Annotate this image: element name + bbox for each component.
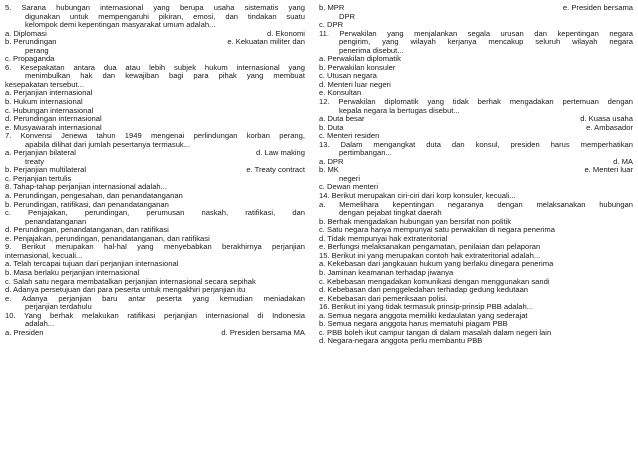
- option-text: e. Kekuatan militer dan: [227, 37, 305, 47]
- text-line: d. Menteri luar negeri: [319, 80, 391, 89]
- option-text: a. Perjanjian bilateral: [5, 148, 76, 158]
- text-line: [5, 149, 305, 158]
- text-line: penerima disebut...: [339, 46, 404, 55]
- text-line: menimbulkan hak dan kewajiban bagi para pihak yang membuat: [25, 72, 305, 81]
- option-text: a. DPR: [319, 156, 344, 166]
- text-line: c. Utusan negara: [319, 72, 377, 81]
- text-line: b. Jaminan keamanan terhadap jiwanya: [319, 268, 454, 277]
- text-line: e. Penjajakan, perundingan, penandatanganan, dan ratifikasi: [5, 234, 210, 243]
- text-line: kepala negara la bertugas disebut...: [339, 106, 460, 115]
- text-line: dengan pejabat tingkat daerah: [339, 209, 442, 218]
- text-line: 8. Tahap-tahap perjanjian internasional adalah...: [5, 183, 167, 192]
- text-line: e. Adanya perjanjian baru antar peserta yang kemudian meniadakan: [5, 294, 305, 303]
- text-line: [5, 329, 305, 338]
- text-line: 10. Yang berhak melakukan ratifikasi perjanjian internasional di Indonesia: [5, 311, 305, 320]
- text-line: c. Perjanjian tertulis: [5, 174, 72, 183]
- option-text: a. Duta besar: [319, 114, 365, 124]
- text-line: a. Memelihara kepentingan negaranya dengan melaksanakan hubungan: [319, 200, 633, 209]
- option-text: a. Presiden: [5, 327, 44, 337]
- text-line: [5, 38, 305, 47]
- text-line: c. Salah satu negara membatalkan perjanjian internasional secara sepihak: [5, 277, 256, 286]
- text-line: c. Propaganda: [5, 55, 55, 64]
- option-text: e. Presiden bersama: [562, 3, 633, 12]
- text-line: e. Konsultan: [319, 89, 362, 98]
- text-line: c. Menteri residen: [319, 132, 380, 141]
- text-line: d. Perundingan internasional: [5, 115, 102, 124]
- text-line: 12. Perwakilan diplomatik yang tidak berhak mengadakan pertemuan dengan: [319, 98, 633, 107]
- text-line: b. Perwakilan konsuler: [319, 63, 396, 72]
- text-line: 14. Berikut merupakan ciri-ciri dari korp konsuler, kecuali...: [319, 192, 516, 201]
- text-line: a. Telah tercapai tujuan dari perjanjian internasional: [5, 260, 179, 269]
- text-line: c. DPR: [319, 21, 344, 30]
- option-text: e. Menteri luar: [584, 165, 633, 175]
- text-line: d. Kebebasan dari penggeledahan terhadap gedung kedutaan: [319, 286, 529, 295]
- option-text: e. Ambasador: [586, 122, 633, 132]
- text-line: a. Kekebasan dari jangkauan hukum yang berlaku dinegara penerima: [319, 260, 554, 269]
- text-line: [319, 4, 633, 13]
- option-text: d. Law making: [256, 148, 305, 158]
- text-line: c. Dewan menteri: [319, 183, 379, 192]
- text-line: e. Musyawarah internasional: [5, 123, 102, 132]
- text-line: [5, 166, 305, 175]
- text-line: perjanjian terdahulu: [25, 303, 92, 312]
- text-line: adalah...: [25, 320, 55, 329]
- option-text: d. Ekonomi: [267, 28, 305, 38]
- text-line: a. Perjanjian internasional: [5, 89, 93, 98]
- text-line: e. Berfungsi melaksanakan pengamatan, penilaian dan pelaporan: [319, 243, 541, 252]
- option-text: b. MK: [319, 165, 339, 175]
- text-line: digunakan untuk mempengaruhi pikiran, emosi, dan tindakan suatu: [25, 12, 305, 21]
- text-line: d. Tidak mempunyai hak extrateritorial: [319, 234, 448, 243]
- text-line: b. Berhak mengadakan hubungan yan bersifat non politik: [319, 217, 512, 226]
- option-text: b. Perundingan: [5, 37, 57, 47]
- option-text: a. Diplomasi: [5, 28, 47, 38]
- text-line: 15. Berikut ini yang merupakan contoh hak extrateritorial adalah...: [319, 251, 541, 260]
- text-line: b. Perundingan, ratifikasi, dan penandatanganan: [5, 200, 169, 209]
- text-line: b. Masa berlaku perjanjian internasional: [5, 268, 140, 277]
- text-line: c. PBB boleh ikut campur tangan di dalam masalah dalam negeri lain: [319, 328, 552, 337]
- right-column: [319, 4, 633, 346]
- text-line: a. Semua negara anggota memiliki kedaulatan yang sederajat: [319, 311, 528, 320]
- option-text: d. MA: [613, 156, 633, 166]
- text-line: d. Adanya persetujuan dari para peserta untuk mengakhiri perjanjian itu: [5, 286, 246, 295]
- text-line: c. Satu negara hanya mempunyai satu perwakilan di negara penerima: [319, 226, 555, 235]
- text-line: 9. Berikut merupakan hal-hal yang menyebabkan berakhirnya perjanjian: [5, 243, 305, 252]
- text-line: c. Kebebasan mengadakan komunikasi dengan menggunakan sandi: [319, 277, 550, 286]
- text-line: 11. Perwakilan yang menjalankan segala urusan dan kepentingan negara: [319, 29, 633, 38]
- text-line: kelompok demi kepentingan masyarakat umum adalah...: [25, 21, 216, 30]
- text-line: 5. Sarana hubungan internasional yang berupa usaha sistematis yang: [5, 4, 305, 12]
- text-line: negeri: [339, 174, 361, 183]
- option-text: b. Duta: [319, 122, 344, 132]
- text-line: pengirim, yang wilayah kerjanya mencakup seluruh wilayah negara: [339, 38, 633, 47]
- text-line: DPR: [339, 12, 356, 21]
- text-line: perang: [25, 46, 49, 55]
- option-text: d. Presiden bersama MA: [221, 327, 305, 337]
- text-line: treaty: [25, 157, 44, 166]
- text-line: [319, 124, 633, 133]
- option-text: d. Kuasa usaha: [580, 114, 633, 124]
- text-line: a. Perwakilan diplomatik: [319, 55, 401, 64]
- text-line: internasional, kecuali...: [5, 251, 83, 260]
- text-line: a. Perundingan, pengesahan, dan penandatanganan: [5, 192, 183, 201]
- text-line: kesepakatan tersebut...: [5, 80, 84, 89]
- left-column: [5, 4, 305, 337]
- text-line: 7. Konvensi Jenewa tahun 1949 mengenai perlindungan korban perang,: [5, 132, 305, 141]
- text-line: apabila dilihat dari jumlah pesertanya termasuk...: [25, 140, 191, 149]
- option-text: b. Perjanjian multilateral: [5, 165, 87, 175]
- text-line: 13. Dalam mengangkat duta dan konsul, presiden harus memperhatikan: [319, 140, 633, 149]
- text-line: c. Penjajakan, perundingan, perumusan naskah, ratifikasi, dan: [5, 209, 305, 218]
- text-line: [319, 166, 633, 175]
- text-line: b. Hukum internasional: [5, 98, 83, 107]
- text-line: c. Hubungan internasional: [5, 106, 94, 115]
- text-line: d. Negara-negara anggota perlu membantu PBB: [319, 337, 483, 346]
- text-line: b. Semua negara anggota harus mematuhi piagam PBB: [319, 320, 508, 329]
- option-text: b. MPR: [319, 3, 345, 12]
- text-line: 6. Kesepakatan antara dua atau lebih subjek hukum internasional yang: [5, 63, 305, 72]
- text-line: pertimbangan...: [339, 149, 392, 158]
- text-line: penandatanganan: [25, 217, 87, 226]
- option-text: e. Treaty contract: [246, 165, 305, 175]
- text-line: 16. Berikut ini yang tidak termasuk prinsip-prinsip PBB adalah...: [319, 303, 533, 312]
- text-line: d. Perundingan, penandatanganan, dan ratifikasi: [5, 226, 169, 235]
- text-line: e. Kebebasan dari pemeriksaan polisi.: [319, 294, 448, 303]
